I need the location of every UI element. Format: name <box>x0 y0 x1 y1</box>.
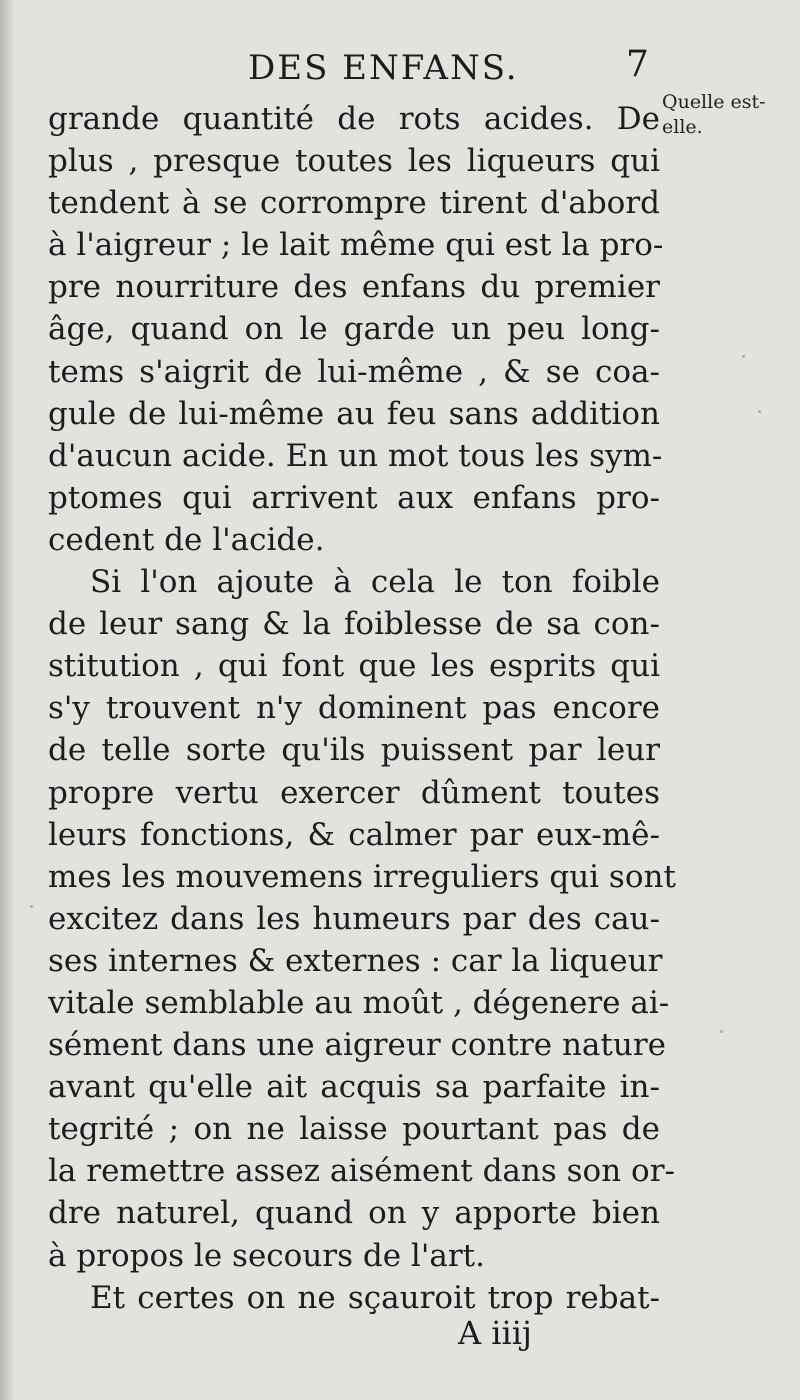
text-line: âge, quand on le garde un peu long- <box>48 311 660 348</box>
text-line: cedent de l'acide. <box>48 521 325 558</box>
text-line: mes les mouvemens irreguliers qui sont <box>48 858 676 895</box>
text-line: à l'aigreur ; le lait même qui est la pro- <box>48 227 664 264</box>
paragraph-3 <box>48 1277 660 1319</box>
text-line: gule de lui-même au feu sans addition <box>48 395 660 432</box>
text-line: tems s'aigrit de lui-même , & se coa- <box>48 353 660 390</box>
running-title: DES ENFANS. <box>248 48 519 88</box>
text-line: tendent à se corrompre tirent d'abord <box>48 185 660 222</box>
running-header <box>0 42 800 92</box>
text-line: avant qu'elle ait acquis sa parfaite in- <box>48 1069 660 1106</box>
text-line: stitution , qui font que les esprits qui <box>48 648 660 685</box>
text-line: leurs fonctions, & calmer par eux-mê- <box>48 816 660 853</box>
text-line: vitale semblable au moût , dégenere ai- <box>48 984 670 1021</box>
paper-speck <box>758 410 761 413</box>
signature-mark: A iiij <box>458 1314 532 1352</box>
paper-speck <box>30 905 33 908</box>
text-line: s'y trouvent n'y dominent pas encore <box>48 690 660 727</box>
text-line: plus , presque toutes les liqueurs qui <box>48 143 660 180</box>
text-line: grande quantité de rots acides. De <box>48 101 660 137</box>
paragraph-1 <box>48 98 664 561</box>
text-line: d'aucun acide. En un mot tous les sym- <box>48 437 663 474</box>
paragraph-2 <box>48 561 676 1277</box>
text-line: pre nourriture des enfans du premier <box>48 269 660 306</box>
binding-shadow <box>0 0 14 1400</box>
text-line: excitez dans les humeurs par des cau- <box>48 900 660 937</box>
text-line: ses internes & externes : car la liqueur <box>48 942 663 979</box>
text-line: de leur sang & la foiblesse de sa con- <box>48 606 660 643</box>
marginal-note-line-1: Quelle est- <box>662 91 766 113</box>
marginal-note <box>662 90 797 140</box>
marginal-note-line-2: elle. <box>662 116 703 138</box>
paper-speck <box>720 1030 723 1033</box>
text-line: Et certes on ne sçauroit trop rebat- <box>90 1279 660 1316</box>
text-line: Si l'on ajoute à cela le ton foible <box>90 564 660 601</box>
text-line: ptomes qui arrivent aux enfans pro- <box>48 479 660 516</box>
text-line: dre naturel, quand on y apporte bien <box>48 1195 660 1232</box>
text-line: la remettre assez aisément dans son or- <box>48 1153 675 1190</box>
text-line: de telle sorte qu'ils puissent par leur <box>48 732 660 769</box>
text-line: propre vertu exercer dûment toutes <box>48 774 660 811</box>
page-number: 7 <box>626 44 649 85</box>
text-line: à propos le secours de l'art. <box>48 1237 485 1274</box>
text-line: sément dans une aigreur contre nature <box>48 1027 667 1064</box>
text-line: tegrité ; on ne laisse pourtant pas de <box>48 1111 660 1148</box>
paper-speck <box>742 355 745 358</box>
body-text <box>48 98 676 1319</box>
